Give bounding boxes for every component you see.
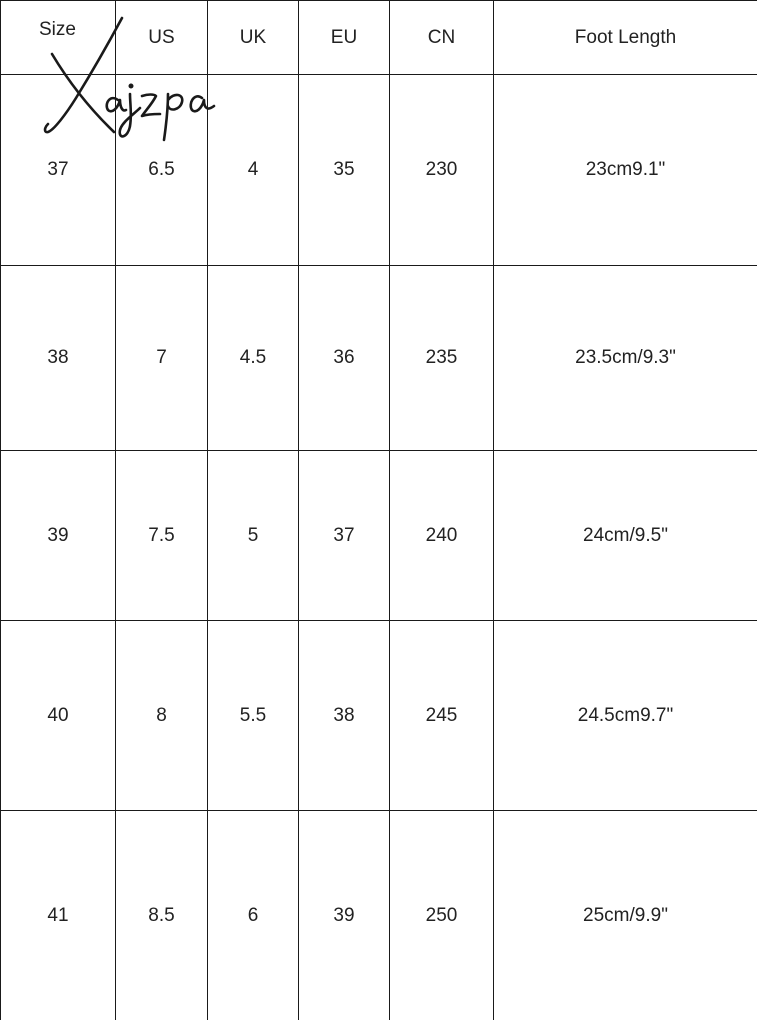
- cell-size: 41: [1, 811, 116, 1020]
- header-cn: CN: [390, 1, 494, 75]
- cell-uk: 5.5: [208, 621, 299, 811]
- cell-cn: 245: [390, 621, 494, 811]
- cell-foot-length: 25cm/9.9": [494, 811, 757, 1020]
- cell-cn: 230: [390, 75, 494, 266]
- table-row: [1, 266, 757, 451]
- cell-size: 38: [1, 266, 116, 451]
- table-row: [1, 451, 757, 621]
- cell-us: 6.5: [116, 75, 208, 266]
- cell-size: 39: [1, 451, 116, 621]
- cell-us: 7.5: [116, 451, 208, 621]
- cell-eu: 38: [299, 621, 390, 811]
- header-uk: UK: [208, 1, 299, 75]
- cell-cn: 235: [390, 266, 494, 451]
- cell-eu: 36: [299, 266, 390, 451]
- header-eu: EU: [299, 1, 390, 75]
- table-row: [1, 811, 757, 1020]
- header-foot-length: Foot Length: [494, 1, 757, 75]
- cell-uk: 5: [208, 451, 299, 621]
- cell-uk: 4: [208, 75, 299, 266]
- cell-size: 37: [1, 75, 116, 266]
- cell-foot-length: 23.5cm/9.3": [494, 266, 757, 451]
- cell-cn: 250: [390, 811, 494, 1020]
- cell-uk: 4.5: [208, 266, 299, 451]
- cell-uk: 6: [208, 811, 299, 1020]
- cell-us: 8: [116, 621, 208, 811]
- cell-size: 40: [1, 621, 116, 811]
- cell-foot-length: 24.5cm9.7": [494, 621, 757, 811]
- header-size: Size: [1, 1, 116, 75]
- cell-us: 8.5: [116, 811, 208, 1020]
- header-us: US: [116, 1, 208, 75]
- header-row: [1, 1, 757, 75]
- cell-foot-length: 23cm9.1": [494, 75, 757, 266]
- cell-foot-length: 24cm/9.5": [494, 451, 757, 621]
- cell-eu: 39: [299, 811, 390, 1020]
- cell-eu: 37: [299, 451, 390, 621]
- table-row: [1, 75, 757, 266]
- cell-us: 7: [116, 266, 208, 451]
- cell-cn: 240: [390, 451, 494, 621]
- cell-eu: 35: [299, 75, 390, 266]
- table-row: [1, 621, 757, 811]
